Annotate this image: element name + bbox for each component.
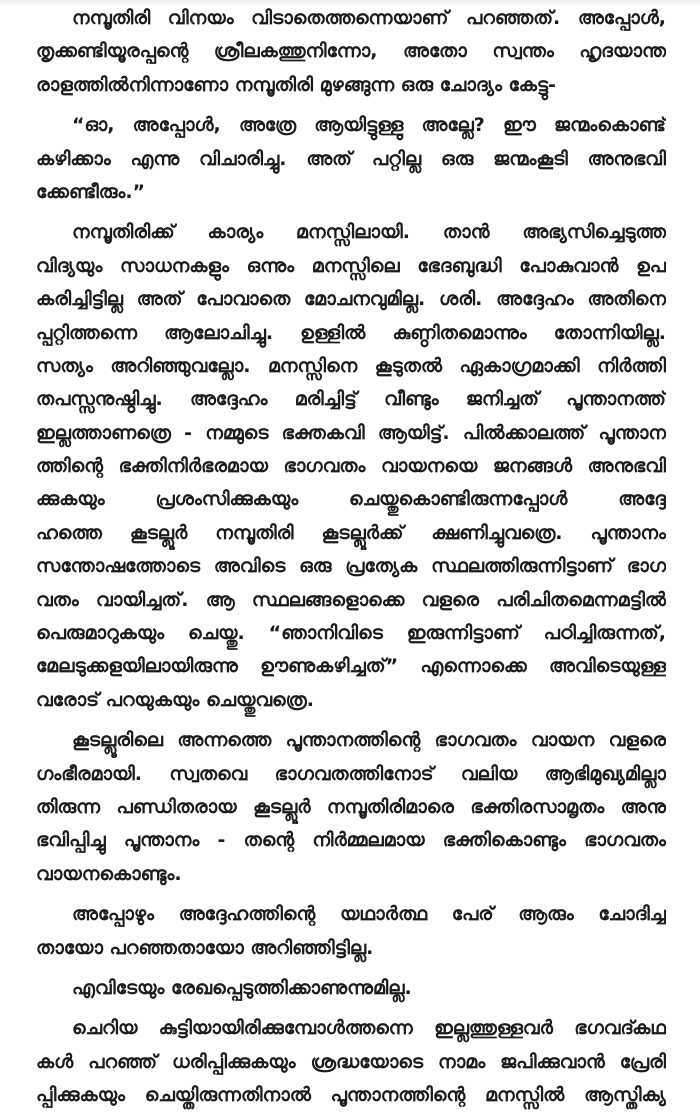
text-line: കൾ പറഞ്ഞ് ധരിപ്പിക്കുകയും ശ്രദ്ധയോടെ നാമം ജപിക്കുവാൻ പ്രേരി: [36, 1050, 666, 1073]
text-line: നമ്പൂതിരിക്ക് കാര്യം മനസ്സിലായി. താൻ അഭ്യസിച്ചെടുത്ത: [72, 221, 666, 244]
text-line: കരിച്ചിട്ടില്ല അത് പോവാതെ മോചനവുമില്ല. ശരി. അദ്ദേഹം അതിനെ: [36, 288, 666, 311]
text-line: വായനകൊണ്ടും.: [36, 862, 182, 885]
paragraph-5: [36, 898, 666, 965]
text-line: ക്കേണ്ടീരും.”: [36, 180, 146, 203]
text-line: ചെറിയ കുട്ടിയായിരിക്കുമ്പോൾത്തന്നെ ഇല്ലത്തുള്ളവർ ഭഗവദ്കഥ: [72, 1017, 666, 1040]
text-line: തായോ പറഞ്ഞതായോ അറിഞ്ഞിട്ടില്ല.: [36, 936, 374, 959]
text-line: സത്യം അറിഞ്ഞുവല്ലോ. മനസ്സിനെ കൂടുതൽ ഏകാഗ്രമാക്കി നിർത്തി: [36, 354, 666, 377]
text-line: പ്പറ്റിത്തന്നെ ആലോചിച്ചു. ഉള്ളിൽ കുണ്ഠിതമൊന്നും തോന്നിയില്ല.: [36, 321, 666, 344]
text-line: വിദ്യയും സാധനകളും ഒന്നും മനസ്സിലെ ഭേദബുദ്ധി പോകുവാൻ ഉപ: [36, 254, 666, 277]
text-line: കൂടല്ലൂരിലെ അന്നത്തെ പൂന്താനത്തിന്റെ ഭാഗവതം വായന വളരെ: [72, 729, 666, 752]
text-line: ഭവിപ്പിച്ചു പൂന്താനം - തന്റെ നിർമ്മലമായ ഭക്തികൊണ്ടും ഭാഗവതം: [36, 829, 666, 852]
text-line: സന്തോഷത്തോടെ അവിടെ ഒരു പ്രത്യേക സ്ഥലത്തിരുന്നിട്ടാണ് ഭാഗ: [36, 555, 666, 578]
text-line: ഗംഭീരമായി. സ്വതവെ ഭാഗവതത്തിനോട് വലിയ ആഭിമുഖ്യമില്ലാ: [36, 762, 666, 785]
text-line: നമ്പൂതിരി വിനയം വിടാതെത്തന്നെയാണ് പറഞ്ഞത്. അപ്പോൾ,: [72, 7, 666, 29]
text-line: തൃക്കണ്ടിയൂരപ്പന്റെ ശ്രീലകത്തുനിന്നോ, അതോ സ്വന്തം ഹൃദയാന്ത: [36, 40, 666, 63]
text-line: പ്പിക്കുകയും ചെയ്തിരുന്നതിനാൽ പൂന്താനത്തിന്റെ മനസ്സിൽ ആസ്തിക്യ: [36, 1084, 666, 1107]
text-line: “ഓ, അപ്പോൾ, അത്രേ ആയിട്ടുള്ളു അല്ലേ? ഈ ജന്മംകൊണ്ട്: [72, 114, 666, 137]
text-line: വരോട് പറയുകയും ചെയ്തുവത്രെ.: [36, 688, 314, 711]
text-line: കഴിക്കാം എന്നു വിചാരിച്ചു. അത് പറ്റില്ല ഒരു ജന്മംകൂടി അനുഭവി: [36, 147, 666, 170]
paragraph-6: [36, 972, 666, 1005]
text-line: എവിടേയും രേഖപ്പെടുത്തിക്കാണുന്നുമില്ല.: [72, 976, 412, 999]
text-line: അപ്പോഴും അദ്ദേഹത്തിന്റെ യഥാർത്ഥ പേര് ആരും ചോദിച്ച: [72, 903, 666, 926]
paragraph-7: [36, 1012, 666, 1112]
text-line: വതം വായിച്ചത്. ആ സ്ഥലങ്ങളൊക്കെ വളരെ പരിചിതമെന്നമട്ടിൽ: [36, 588, 666, 611]
text-line: ഇല്ലത്താണത്രെ - നമ്മുടെ ഭക്തകവി ആയിട്ട്. പിൽക്കാലത്ത് പൂന്താന: [36, 421, 666, 444]
paragraph-3: [36, 216, 666, 717]
text-line: പെരുമാറുകയും ചെയ്തു. “ഞാനിവിടെ ഇരുന്നിട്ടാണ് പഠിച്ചിരുന്നത്,: [36, 622, 666, 645]
paragraph-2-quote: [36, 109, 666, 209]
text-line: ത്തിന്റെ ഭക്തിനിർഭരമായ ഭാഗവതം വായനയെ ജനങ്ങൾ അനുഭവി: [36, 455, 666, 478]
paragraph-1: [36, 2, 666, 102]
text-line: മേലടുക്കളയിലായിരുന്നു ഊണുകഴിച്ചത്” എന്നൊക്കെ അവിടെയുള്ള: [36, 655, 666, 678]
text-line: തിരുന്ന പണ്ഡിതരായ കൂടല്ലൂർ നമ്പൂതിരിമാരെ ഭക്തിരസാമൃതം അനു: [36, 795, 666, 818]
text-line: തപസ്സനുഷ്ഠിച്ചു. അദ്ദേഹം മരിച്ചിട്ട് വീണ്ടും ജനിച്ചത് പൂന്താനത്ത്: [36, 388, 666, 411]
paragraph-4: [36, 724, 666, 891]
text-line: രാളത്തിൽനിന്നാണോ നമ്പൂതിരി മുഴങ്ങുന്ന ഒരു ചോദ്യം കേട്ടു-: [36, 73, 556, 96]
document-page: [36, 2, 666, 1120]
text-line: ക്കുകയും പ്രശംസിക്കുകയും ചെയ്തുകൊണ്ടിരുന്നപ്പോൾ അദ്ദേ: [36, 488, 666, 511]
text-line: ഹത്തെ കൂടല്ലൂർ നമ്പൂതിരി കൂടല്ലൂർക്ക് ക്ഷണിച്ചുവത്രെ. പൂന്താനം: [36, 521, 666, 544]
